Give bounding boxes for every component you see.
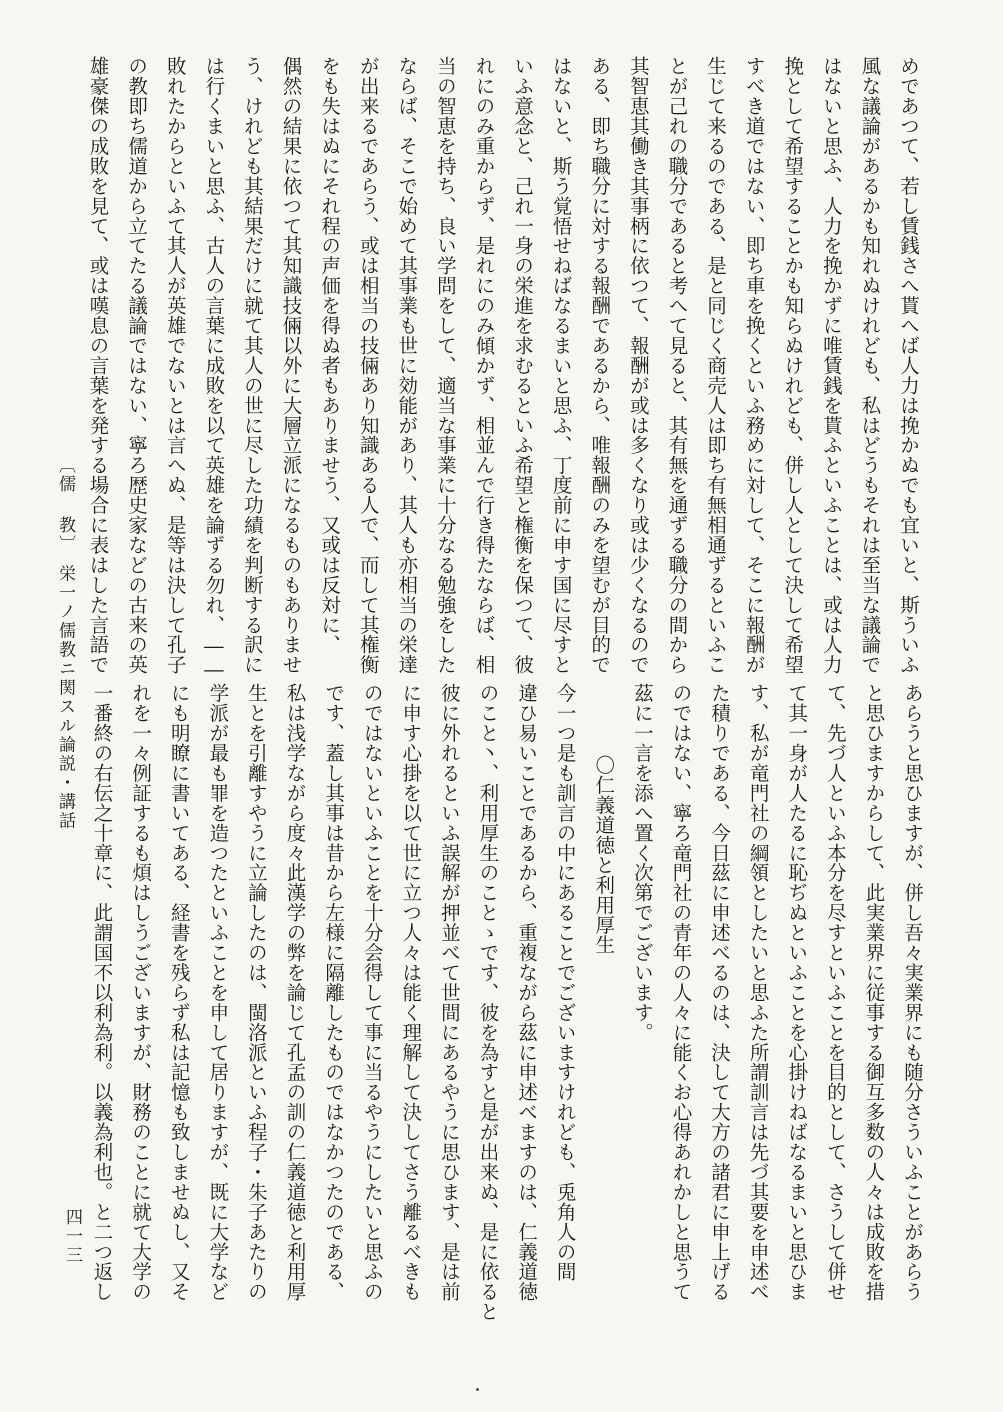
- text-column: とが己れの職分であると考へて見ると、其有無を通ずる職分の間から: [665, 56, 689, 675]
- text-column: れを一々例証するも煩はしうございますが、財務のことに就て大学の: [129, 683, 153, 1302]
- lower-text-block: [90, 683, 931, 1323]
- text-column: 雄豪傑の成敗を見て、或は嘆息の言葉を発する場合に表はした言語で: [86, 56, 110, 675]
- running-head: 〔儒 教〕 栄一ノ儒教ニ関スル論説・講話: [55, 456, 75, 831]
- text-column: めであつて、若し賃銭さへ貰へば人力は挽かぬでも宜いと、斯ういふ: [897, 56, 920, 675]
- text-column: です、蓋し其事は昔から左様に隔離したものではなかつたのである、: [322, 683, 346, 1302]
- text-column: 違ひ易いことであるから、重複ながら茲に申述べますのは、仁義道徳: [515, 683, 539, 1302]
- text-column: に申す心掛を以て世に立つ人々は能く理解して決してさう離るべきも: [399, 683, 423, 1302]
- text-column: のではないといふことを十分会得して事に当るやうにしたいと思ふの: [360, 683, 384, 1302]
- text-column: にも明瞭に書いてある、経書を残らず私は記憶も致しませぬし、又そ: [167, 683, 191, 1302]
- text-column: ならば、そこで始めて其事業も世に効能があり、其人も亦相当の栄達: [395, 56, 419, 675]
- text-column: 一番終の右伝之十章に、此謂国不以利為利。以義為利也。と二つ返し: [90, 683, 114, 1302]
- text-column: は行くまいと思ふ、古人の言葉に成敗を以て英雄を論ずる勿れ、――: [202, 56, 226, 682]
- text-column: 生じて来るのである、是と同じく商売人は即ち有無相通ずるといふこ: [704, 56, 728, 675]
- text-column: と思ひますからして、此実業界に従事する御互多数の人々は成敗を措: [862, 683, 886, 1302]
- text-column: 学派が最も罪を造つたといふことを申して居りますが、既に大学など: [206, 683, 230, 1302]
- text-column: あらうと思ひますが、併し吾々実業界にも随分さういふことがあらう: [901, 683, 924, 1302]
- text-column: いふ意念と、己れ一身の栄進を求むるといふ希望と権衡を保つて、彼: [511, 56, 535, 675]
- text-column: 挽として希望することかも知らぬけれども、併し人として決して希望: [781, 56, 805, 675]
- text-column: をも失はぬにそれ程の声価を得ぬ者もありませう、又或は反対に、: [318, 56, 342, 655]
- text-column: す、私が竜門社の綱領としたいと思ふた所謂訓言は先づ其要を申述べ: [746, 683, 770, 1302]
- text-column: う、けれども其結果だけに就て其人の世に尽した功績を判断する訳に: [240, 56, 264, 675]
- text-column: れにのみ重からず、是れにのみ傾かず、相並んで行き得たならば、相: [472, 56, 496, 675]
- text-column: 其智恵其働き其事柄に依つて、報酬が或は多くなり或は少くなるので: [626, 56, 650, 675]
- text-column: のではない、寧ろ竜門社の青年の人々に能くお心得あれかしと思うて: [669, 683, 693, 1302]
- text-column: た積りである、今日茲に申述べるのは、決して大方の諸君に申上げる: [708, 683, 732, 1302]
- text-column: 今一つ是も訓言の中にあることでございますけれども、兎角人の間: [553, 683, 577, 1282]
- text-column: の教即ち儒道から立てたる議論ではない、寧ろ歴史家などの古来の英: [125, 56, 149, 675]
- text-column: すべき道ではない、即ち車を挽くといふ務めに対して、そこに報酬が: [742, 56, 766, 675]
- text-column: 当の智恵を持ち、良い学問をして、適当な事業に十分なる勉強をした: [433, 56, 457, 675]
- text-column: て、先づ人といふ本分を尽すといふことを目的として、さうして併せ: [823, 683, 847, 1302]
- text-column: 風な議論があるかも知れぬけれども、私はどうもそれは至当な議論で: [858, 56, 882, 675]
- text-column: 敗れたからといふて其人が英雄でないとは言へぬ、是等は決して孔子: [163, 56, 187, 675]
- text-column: はないと、斯う覚悟せねばなるまいと思ふ、丁度前に申す国に尽すと: [549, 56, 573, 675]
- text-column: ある、即ち職分に対する報酬であるから、唯報酬のみを望むが目的で: [588, 56, 612, 675]
- text-column: 茲に一言を添へ置く次第でございます。: [630, 683, 654, 1043]
- print-speck: [476, 1388, 479, 1391]
- text-column: のこと丶、利用厚生のことゝです、彼を為すと是が出来ぬ、是に依ると: [476, 683, 500, 1322]
- text-column: はないと思ふ、人力を挽かずに唯賃銭を貰ふといふことは、或は人力: [819, 56, 843, 675]
- text-column: て其一身が人たるに恥ぢぬといふことを心掛けねばなるまいと思ひま: [785, 683, 809, 1302]
- page-number: 四一三: [62, 1208, 82, 1265]
- text-column: 生とを引離すやうに立論したのは、閩洛派といふ程子・朱子あたりの: [244, 683, 268, 1302]
- text-column: 私は浅学ながら度々此漢学の弊を論じて孔孟の訓の仁義道徳と利用厚: [283, 683, 307, 1302]
- text-column: 彼に外れるといふ誤解が押並べて世間にあるやうに思ひます、是は前: [437, 683, 461, 1302]
- upper-text-block: [86, 56, 927, 682]
- section-heading: 〇仁義道徳と利用厚生: [592, 755, 616, 955]
- text-column: 偶然の結果に依つて其知識技倆以外に大層立派になるものもありませ: [279, 56, 303, 675]
- text-column: が出来るであらう、或は相当の技倆あり知識ある人で、而して其権衡: [356, 56, 380, 675]
